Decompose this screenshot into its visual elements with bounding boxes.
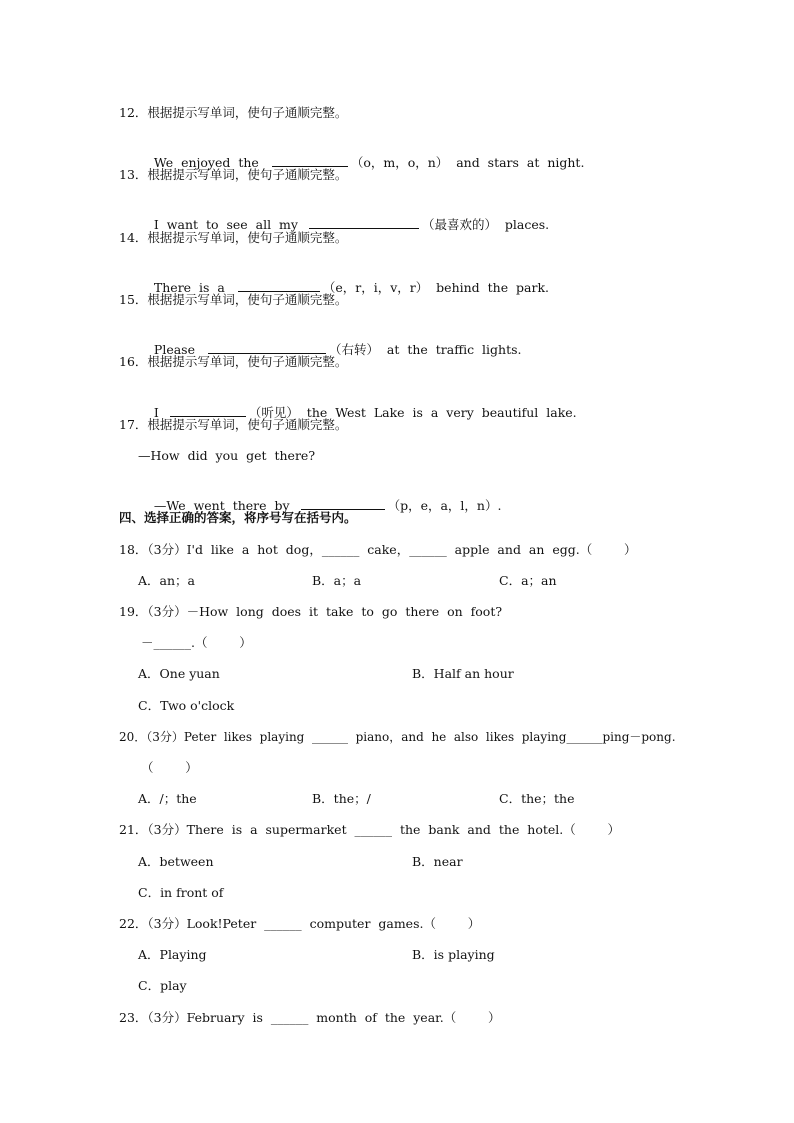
q15-blank[interactable] — [208, 340, 326, 354]
q14-blank[interactable] — [238, 278, 320, 292]
q20-option-b[interactable]: B．the；/ — [312, 791, 371, 806]
q22-option-c[interactable]: C．play — [138, 978, 187, 993]
q18-option-b[interactable]: B．a；a — [312, 573, 362, 588]
q17-blank[interactable] — [301, 496, 385, 510]
q20-stem-bracket: （ ） — [141, 760, 198, 775]
q14-after: （e，r，i，v，r） behind the park. — [322, 280, 550, 295]
section4-heading: 四、选择正确的答案，将序号写在括号内。 — [119, 510, 357, 525]
q12-prompt: 12．根据提示写单词，使句子通顺完整。 — [119, 105, 348, 120]
q21-option-c[interactable]: C．in front of — [138, 885, 224, 900]
q15-prompt: 15．根据提示写单词，使句子通顺完整。 — [119, 292, 348, 307]
q18-option-a[interactable]: A．an；a — [138, 573, 195, 588]
q16-prompt: 16．根据提示写单词，使句子通顺完整。 — [119, 354, 348, 369]
q19-option-c[interactable]: C．Two o'clock — [138, 698, 235, 713]
q22-option-a[interactable]: A．Playing — [138, 947, 207, 962]
q22-stem: 22．（3分）Look!Peter ______ computer games.（ ） — [119, 916, 481, 931]
q20-stem: 20．（3分）Peter likes playing ______ piano，and he also likes playing______ping－pong. — [119, 730, 676, 744]
q14-prompt: 14．根据提示写单词，使句子通顺完整。 — [119, 230, 348, 245]
q18-option-c[interactable]: C．a；an — [499, 573, 557, 588]
q19-stem: 19．（3分）－How long does it take to go there on foot? — [119, 604, 503, 619]
q14-before: There is a — [153, 280, 225, 295]
q15-before: Please — [153, 342, 195, 357]
q16-before: I — [153, 405, 159, 420]
q18-stem: 18．（3分）I'd like a hot dog，______ cake，______ apple and an egg.（ ） — [119, 542, 637, 557]
q12-before: We enjoyed the — [153, 155, 259, 170]
q17-prompt: 17．根据提示写单词，使句子通顺完整。 — [119, 417, 348, 432]
q12-after: （o，m，o，n） and stars at night. — [350, 155, 585, 170]
q13-after: （最喜欢的） places. — [421, 217, 550, 232]
q12-blank[interactable] — [272, 153, 348, 167]
q20-option-a[interactable]: A．/；the — [138, 791, 197, 806]
q19-option-b[interactable]: B．Half an hour — [412, 666, 514, 681]
q16-after: （听见） the West Lake is a very beautiful lake. — [248, 405, 577, 420]
q17-line1: —How did you get there? — [138, 448, 316, 463]
q15-after: （右转） at the traffic lights. — [328, 342, 522, 357]
q21-option-a[interactable]: A．between — [138, 854, 214, 869]
q19-stem-answer: －______.（ ） — [141, 635, 252, 650]
q23-stem: 23．（3分）February is ______ month of the year.（ ） — [119, 1010, 501, 1025]
q20-option-c[interactable]: C．the；the — [499, 791, 575, 806]
q13-before: I want to see all my — [153, 217, 298, 232]
q19-option-a[interactable]: A．One yuan — [138, 666, 220, 681]
q21-stem: 21．（3分）There is a supermarket ______ the bank and the hotel.（ ） — [119, 822, 621, 837]
q13-prompt: 13．根据提示写单词，使句子通顺完整。 — [119, 167, 348, 182]
q16-blank[interactable] — [170, 403, 246, 417]
q21-option-b[interactable]: B．near — [412, 854, 463, 869]
q22-option-b[interactable]: B．is playing — [412, 947, 495, 962]
q17-after: （p，e，a，l，n）. — [387, 498, 502, 513]
q13-blank[interactable] — [309, 215, 419, 229]
q17-before: —We went there by — [153, 498, 290, 513]
